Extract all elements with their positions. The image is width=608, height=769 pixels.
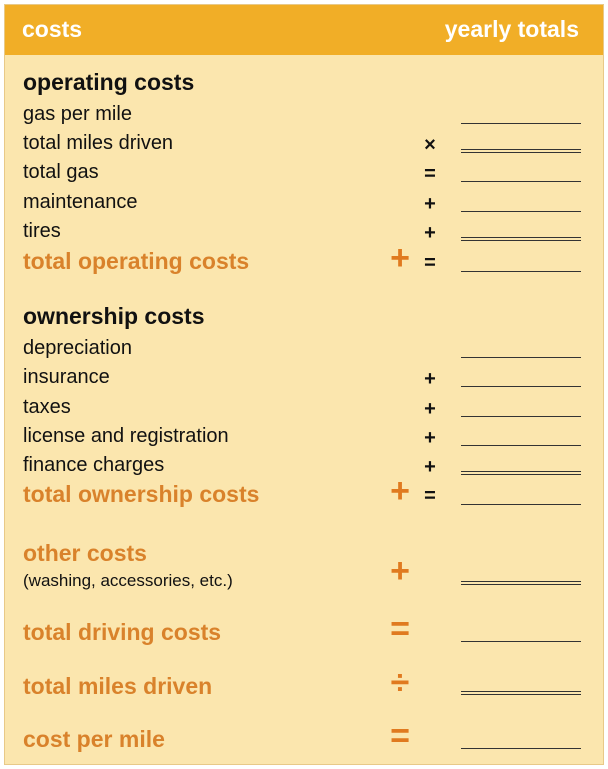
blank-line-double[interactable] [461, 237, 581, 241]
total-miles-driven-label: total miles driven [23, 673, 213, 699]
header-bar [5, 5, 603, 55]
header-yearly-totals: yearly totals [444, 16, 579, 42]
blank-line[interactable] [461, 211, 581, 212]
blank-line[interactable] [461, 641, 581, 642]
blank-line-double[interactable] [461, 471, 581, 475]
summary-row [5, 664, 603, 705]
operator-equals: = [424, 485, 436, 507]
line-item [5, 366, 603, 392]
item-label: gas per mile [23, 103, 132, 125]
line-item [5, 454, 603, 480]
section-title: operating costs [23, 69, 195, 95]
section-title: ownership costs [23, 303, 205, 329]
operator-plus: + [424, 368, 436, 390]
operator-equals: = [424, 252, 436, 274]
operator-plus: + [424, 427, 436, 449]
other-costs-note: (washing, accessories, etc.) [23, 571, 233, 590]
item-label: maintenance [23, 191, 138, 213]
blank-line[interactable] [461, 181, 581, 182]
other-costs-label: other costs [23, 540, 147, 566]
total-label: total operating costs [23, 248, 250, 274]
blank-line[interactable] [461, 123, 581, 124]
item-label: total miles driven [23, 132, 174, 154]
big-operator-plus: + [390, 552, 410, 590]
summary-row [5, 610, 603, 651]
blank-line[interactable] [461, 271, 581, 272]
operator-multiply: × [424, 134, 436, 156]
blank-line[interactable] [461, 357, 581, 358]
blank-line[interactable] [461, 416, 581, 417]
summary-row [5, 717, 603, 758]
operator-plus: + [424, 222, 436, 244]
operator-plus: + [424, 193, 436, 215]
worksheet [4, 4, 604, 765]
blank-line-double[interactable] [461, 581, 581, 585]
big-operator-equals: = [390, 610, 410, 648]
blank-line-double[interactable] [461, 691, 581, 695]
big-operator-plus: + [390, 472, 410, 510]
big-operator-equals: = [390, 717, 410, 755]
item-label: total gas [23, 161, 99, 183]
blank-line[interactable] [461, 748, 581, 749]
big-operator-plus: + [390, 239, 410, 277]
total-driving-costs-label: total driving costs [23, 619, 222, 645]
section-ownership [5, 305, 603, 333]
line-item [5, 161, 603, 187]
blank-line-double[interactable] [461, 149, 581, 153]
line-item [5, 425, 603, 451]
item-label: taxes [23, 396, 71, 418]
line-item [5, 396, 603, 422]
item-label: finance charges [23, 454, 165, 476]
line-item [5, 337, 603, 363]
item-label: insurance [23, 366, 110, 388]
item-label: license and registration [23, 425, 229, 447]
blank-line[interactable] [461, 386, 581, 387]
operator-plus: + [424, 456, 436, 478]
other-costs-row [5, 542, 603, 598]
total-label: total ownership costs [23, 481, 260, 507]
total-row [5, 472, 603, 513]
line-item [5, 191, 603, 217]
item-label: tires [23, 220, 61, 242]
blank-line[interactable] [461, 504, 581, 505]
section-operating [5, 71, 603, 99]
operator-equals: = [424, 163, 436, 185]
total-row [5, 239, 603, 280]
blank-line[interactable] [461, 445, 581, 446]
item-label: depreciation [23, 337, 132, 359]
line-item [5, 220, 603, 246]
big-operator-divide: ÷ [390, 664, 410, 702]
header-costs: costs [22, 16, 83, 42]
line-item [5, 103, 603, 129]
operator-plus: + [424, 398, 436, 420]
cost-per-mile-label: cost per mile [23, 726, 165, 752]
line-item [5, 132, 603, 158]
